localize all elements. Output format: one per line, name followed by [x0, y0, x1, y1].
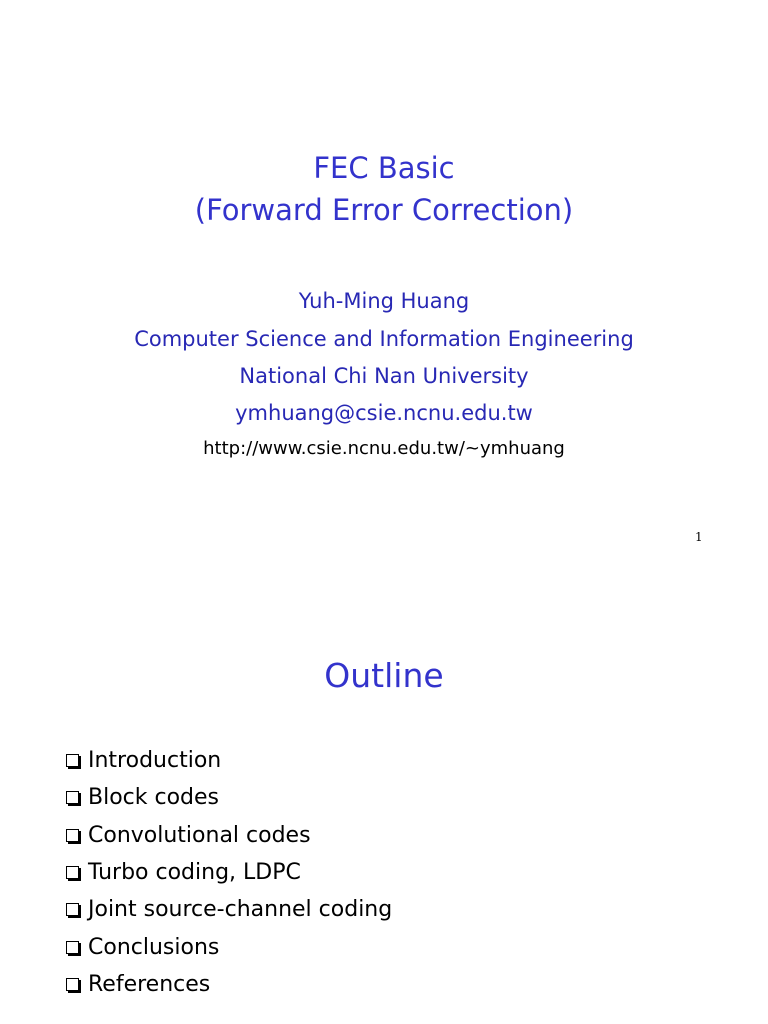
outline-item-label: Convolutional codes: [88, 822, 311, 848]
outline-item-label: Block codes: [88, 785, 220, 811]
page-number: 1: [695, 530, 703, 544]
square-bullet-icon: [66, 829, 79, 842]
author-department: Computer Science and Information Engineering: [134, 327, 634, 351]
slide-title-main: FEC Basic: [313, 151, 455, 185]
square-bullet-icon: [66, 941, 79, 954]
outline-item: [66, 891, 392, 928]
outline-item-label: Joint source-channel coding: [88, 897, 393, 923]
outline-item: [66, 779, 392, 816]
outline-item-label: Conclusions: [88, 934, 220, 960]
square-bullet-icon: [66, 791, 79, 804]
author-name: Yuh-Ming Huang: [298, 289, 470, 313]
outline-item: [66, 966, 392, 1003]
square-bullet-icon: [66, 866, 79, 879]
slide-title-subtitle: (Forward Error Correction): [194, 193, 574, 227]
author-homepage-url: http://www.csie.ncnu.edu.tw/~ymhuang: [203, 438, 565, 459]
square-bullet-icon: [66, 978, 79, 991]
outline-item: [66, 817, 392, 854]
outline-slide: [0, 576, 768, 1024]
author-university: National Chi Nan University: [239, 364, 529, 388]
square-bullet-icon: [66, 754, 79, 767]
outline-item: [66, 928, 392, 965]
outline-item: [66, 854, 392, 891]
outline-item-label: Turbo coding, LDPC: [88, 860, 301, 886]
outline-title: Outline: [324, 656, 444, 695]
outline-item: [66, 742, 392, 779]
outline-item-label: Introduction: [88, 748, 222, 774]
outline-item-label: References: [88, 971, 211, 997]
outline-list: [66, 742, 392, 1003]
author-email: ymhuang@csie.ncnu.edu.tw: [235, 401, 533, 425]
square-bullet-icon: [66, 903, 79, 916]
